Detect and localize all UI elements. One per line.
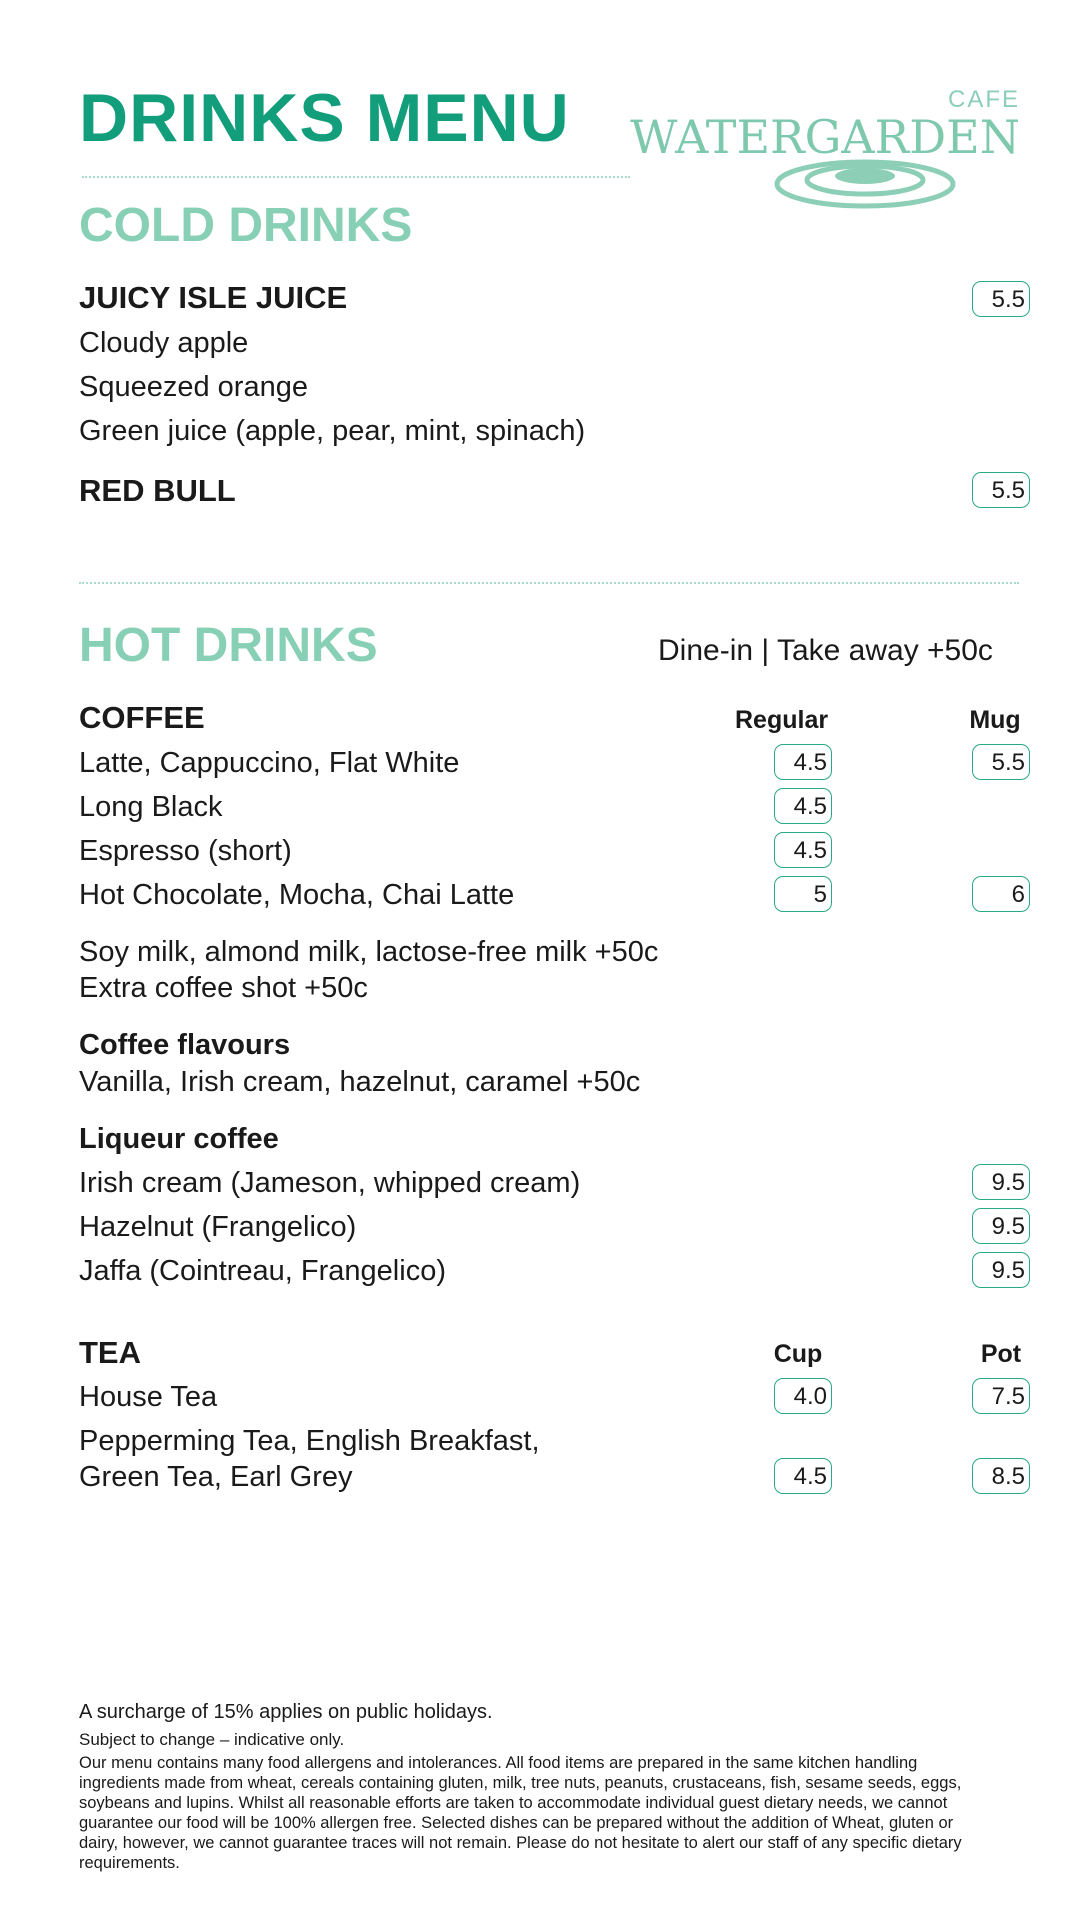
liqueur-item: Jaffa (Cointreau, Frangelico) [79, 1255, 446, 1287]
coffee-mug-price: 5.5 [972, 744, 1030, 780]
tea-cup-price: 4.0 [774, 1378, 832, 1414]
hot-drinks-heading: HOT DRINKS [79, 619, 378, 672]
tea-item-line: Pepperming Tea, English Breakfast, [79, 1425, 540, 1457]
coffee-regular-price: 4.5 [774, 832, 832, 868]
divider-top [82, 176, 630, 178]
flavours-list: Vanilla, Irish cream, hazelnut, caramel +50c [79, 1066, 641, 1098]
col-cup: Cup [773, 1340, 823, 1368]
col-regular: Regular [735, 706, 829, 734]
ripple-icon [770, 152, 970, 212]
subject-note: Subject to change – indicative only. [79, 1730, 345, 1749]
coffee-item: Espresso (short) [79, 835, 292, 867]
allergen-note: Our menu contains many food allergens and intolerances. All food items are prepared in the same kitchen handling ingredients made from wheat, cereals containing gluten, milk, tree nuts, peanuts, crustaceans, fish, sesame seeds, eggs, soybeans and lupins. Whilst all reasonable efforts are taken to accommodate individual guest dietary needs, we cannot guarantee our food will be 100% allergen free. Selected dishes can be prepared without the addition of Wheat, gluten or dairy, however, we cannot guarantee traces will not remain. Please do not hesitate to alert our staff of any specific dietary requirements. [79, 1754, 962, 1872]
tea-item-line: Green Tea, Earl Grey [79, 1461, 353, 1493]
cafe-logo [630, 86, 1020, 206]
col-mug: Mug [969, 706, 1021, 734]
coffee-item: Long Black [79, 791, 223, 823]
juice-option: Cloudy apple [79, 327, 249, 359]
tea-pot-price: 8.5 [972, 1458, 1030, 1494]
menu-title: DRINKS MENU [79, 80, 570, 156]
coffee-extra: Soy milk, almond milk, lactose-free milk +50c [79, 936, 659, 968]
liqueur-price: 9.5 [972, 1164, 1030, 1200]
coffee-regular-price: 5 [774, 876, 832, 912]
logo-cafe-text: CAFE [947, 86, 1020, 113]
coffee-item: Hot Chocolate, Mocha, Chai Latte [79, 879, 515, 911]
tea-item: House Tea [79, 1381, 218, 1413]
coffee-regular-price: 4.5 [774, 788, 832, 824]
coffee-extra: Extra coffee shot +50c [79, 972, 368, 1004]
liqueur-price: 9.5 [972, 1208, 1030, 1244]
liqueur-item: Irish cream (Jameson, whipped cream) [79, 1167, 581, 1199]
coffee-regular-price: 4.5 [774, 744, 832, 780]
juice-option: Green juice (apple, pear, mint, spinach) [79, 415, 586, 447]
surcharge-note: A surcharge of 15% applies on public holidays. [79, 1701, 493, 1723]
juice-option: Squeezed orange [79, 371, 308, 403]
liqueur-heading: Liqueur coffee [79, 1123, 279, 1155]
coffee-mug-price: 6 [972, 876, 1030, 912]
coffee-heading: COFFEE [79, 700, 205, 735]
col-pot: Pot [980, 1340, 1022, 1368]
flavours-heading: Coffee flavours [79, 1029, 291, 1061]
divider-middle [79, 582, 1019, 584]
cold-drinks-heading: COLD DRINKS [79, 199, 413, 252]
tea-heading: TEA [79, 1335, 141, 1370]
coffee-item: Latte, Cappuccino, Flat White [79, 747, 460, 779]
juice-name: JUICY ISLE JUICE [79, 280, 348, 315]
logo-name-text: WATERGARDEN [630, 110, 1020, 164]
dine-in-note: Dine-in | Take away +50c [658, 634, 993, 667]
tea-cup-price: 4.5 [774, 1458, 832, 1494]
juice-price: 5.5 [972, 281, 1030, 317]
liqueur-item: Hazelnut (Frangelico) [79, 1211, 357, 1243]
redbull-price: 5.5 [972, 472, 1030, 508]
liqueur-price: 9.5 [972, 1252, 1030, 1288]
redbull-name: RED BULL [79, 473, 236, 508]
tea-pot-price: 7.5 [972, 1378, 1030, 1414]
